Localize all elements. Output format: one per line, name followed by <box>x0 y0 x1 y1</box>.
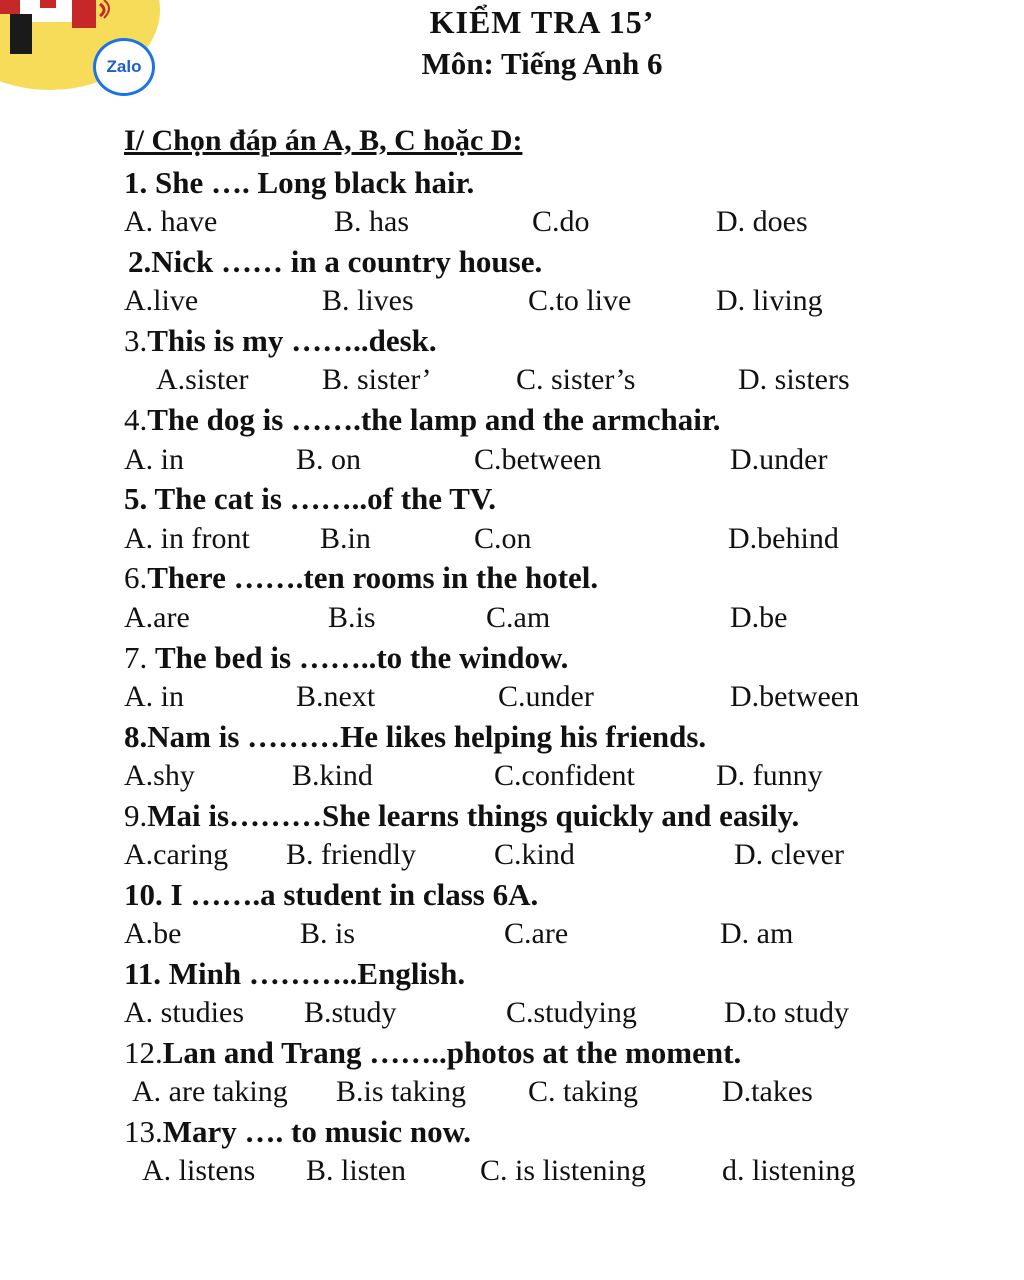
question-text: Nam is ………He likes helping his friends. <box>147 719 707 754</box>
question-number: 1. <box>124 165 155 200</box>
option-d: D.takes <box>722 1075 813 1108</box>
option-c: C. sister’s <box>516 363 636 396</box>
question-number: 6. <box>124 560 148 595</box>
question-6 <box>124 558 598 598</box>
question-text: She …. Long black hair. <box>155 165 475 200</box>
question-11 <box>124 954 465 994</box>
question-9 <box>124 796 799 836</box>
test-title: KIỂM TRA 15’ <box>429 4 655 40</box>
option-a: A. listens <box>142 1154 256 1187</box>
option-b: B. on <box>296 443 362 476</box>
question-8 <box>124 717 706 757</box>
question-number: 3. <box>124 323 148 358</box>
option-b: B. listen <box>306 1154 407 1187</box>
option-b: B. sister’ <box>322 363 432 396</box>
option-c: C.do <box>532 205 590 238</box>
question-1 <box>124 163 474 203</box>
option-b: B.in <box>320 522 371 555</box>
option-b: B. has <box>334 205 409 238</box>
question-3 <box>124 321 437 361</box>
option-c: C. taking <box>528 1075 638 1108</box>
option-a: A.shy <box>124 759 195 792</box>
question-2 <box>128 242 542 282</box>
option-b: B.study <box>304 996 397 1029</box>
option-b: B. is <box>300 917 356 950</box>
question-number: 4. <box>124 402 148 437</box>
question-text: The bed is ……..to the window. <box>155 640 569 675</box>
question-number: 2. <box>128 244 152 279</box>
option-a: A.caring <box>124 838 229 871</box>
option-a: A. in <box>124 443 184 476</box>
question-number: 13. <box>124 1114 163 1149</box>
option-c: C.studying <box>506 996 637 1029</box>
subject-title: Môn: Tiếng Anh 6 <box>421 46 663 81</box>
option-a: A. are taking <box>132 1075 288 1108</box>
question-number: 8. <box>124 719 148 754</box>
option-a: A.live <box>124 284 199 317</box>
option-d: D.be <box>730 601 788 634</box>
option-d: D.between <box>730 680 860 713</box>
question-text: Mary …. to music now. <box>162 1114 472 1149</box>
question-number: 10. <box>124 877 171 912</box>
question-text: Mai is………She learns things quickly and easily. <box>147 798 800 833</box>
option-c: C.are <box>504 917 569 950</box>
option-b: B. lives <box>322 284 414 317</box>
option-c: C.am <box>486 601 551 634</box>
option-b: B.kind <box>292 759 373 792</box>
option-c: C. is listening <box>480 1154 646 1187</box>
option-b: B.is <box>328 601 376 634</box>
question-4 <box>124 400 721 440</box>
option-c: C.under <box>498 680 594 713</box>
question-text: There …….ten rooms in the hotel. <box>147 560 599 595</box>
question-7 <box>124 638 568 678</box>
question-10 <box>124 875 538 915</box>
option-d: D. clever <box>734 838 844 871</box>
question-text: The cat is ……..of the TV. <box>154 481 497 516</box>
option-a: A. studies <box>124 996 244 1029</box>
option-d: D. living <box>716 284 823 317</box>
question-text: The dog is …….the lamp and the armchair. <box>147 402 721 437</box>
question-text: This is my ……..desk. <box>147 323 437 358</box>
option-d: D. am <box>720 917 794 950</box>
option-a: A. have <box>124 205 218 238</box>
section-heading: I/ Chọn đáp án A, B, C hoặc D: <box>124 124 523 157</box>
option-d: D.behind <box>728 522 839 555</box>
question-number: 9. <box>124 798 148 833</box>
question-text: Nick …… in a country house. <box>151 244 543 279</box>
option-d: D. funny <box>716 759 823 792</box>
option-c: C.confident <box>494 759 635 792</box>
option-a: A.be <box>124 917 182 950</box>
question-text: Minh ………..English. <box>168 956 466 991</box>
zalo-badge: Zalo <box>93 38 155 96</box>
option-c: C.on <box>474 522 532 555</box>
option-c: C.kind <box>494 838 575 871</box>
question-12 <box>124 1033 741 1073</box>
question-number: 7. <box>124 640 155 675</box>
option-d: D.to study <box>724 996 850 1029</box>
question-number: 12. <box>124 1035 163 1070</box>
option-d: D. does <box>716 205 808 238</box>
question-5 <box>124 479 496 519</box>
option-c: C.to live <box>528 284 632 317</box>
option-b: B. friendly <box>286 838 416 871</box>
option-c: C.between <box>474 443 602 476</box>
question-text: Lan and Trang ……..photos at the moment. <box>162 1035 742 1070</box>
option-d: D. sisters <box>738 363 850 396</box>
question-13 <box>124 1112 471 1152</box>
option-d: D.under <box>730 443 828 476</box>
question-text: I …….a student in class 6A. <box>170 877 539 912</box>
option-b: B.next <box>296 680 376 713</box>
option-a: A.sister <box>156 363 249 396</box>
option-a: A.are <box>124 601 190 634</box>
question-number: 11. <box>124 956 169 991</box>
option-a: A. in <box>124 680 184 713</box>
option-b: B.is taking <box>336 1075 467 1108</box>
option-a: A. in front <box>124 522 250 555</box>
option-d: d. listening <box>722 1154 856 1187</box>
question-number: 5. <box>124 481 155 516</box>
